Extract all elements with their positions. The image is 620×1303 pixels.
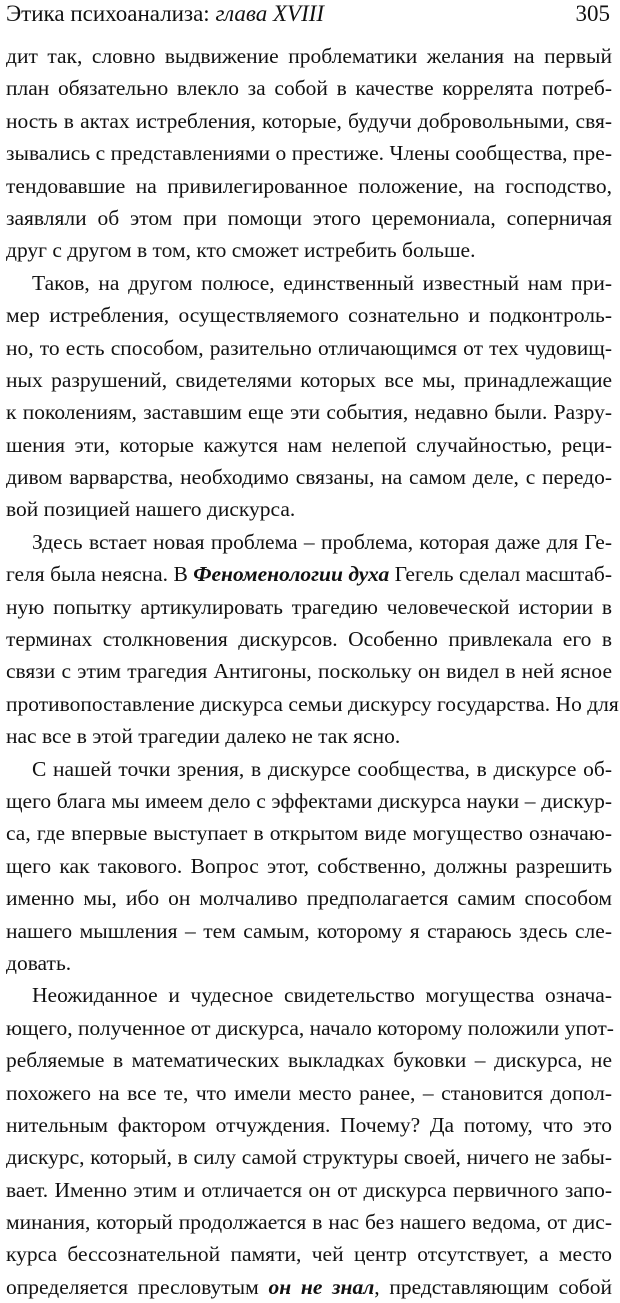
- text-line: вает. Именно этим и отличается он от дискурса первичного запо-: [6, 1177, 612, 1202]
- text-line: мер истребления, осуществляемого сознательно и подконтроль-: [6, 303, 612, 328]
- paragraph: [6, 267, 612, 526]
- text-line: дит так, словно выдвижение проблематики желания на первый: [6, 44, 612, 68]
- text-line: Здесь встает новая проблема – проблема, которая даже для Ге-: [32, 529, 612, 554]
- text-line: дискурс, который, в силу самой структуры своей, ничего не забы-: [6, 1145, 612, 1170]
- text-line: тендовавшие на привилегированное положение, на господство,: [6, 173, 612, 198]
- text-line: нашего мышления – тем самым, которому я стараюсь здесь сле-: [6, 918, 612, 943]
- text-line: план обязательно влекло за собой в качестве коррелята потреб-: [6, 76, 612, 101]
- text-line: курса бессознательной памяти, чей центр отсутствует, а место: [6, 1242, 612, 1267]
- text-line: минания, который продолжается в нас без нашего ведома, от дис-: [6, 1210, 612, 1235]
- body-text: [6, 40, 619, 1303]
- text-line: связи с этим трагедия Антигоны, поскольку он видел в ней ясное: [6, 659, 612, 684]
- text-line: геля была неясна. В Феноменологии духа Гегель сделал масштаб-: [6, 562, 613, 587]
- text-line: вой позицией нашего дискурса.: [6, 497, 296, 522]
- text-line: дивом варварства, необходимо связаны, на самом деле, с передо-: [6, 465, 612, 490]
- text-line: ность в актах истребления, которые, будучи добровольными, свя-: [6, 108, 612, 133]
- text-line: шения эти, которые кажутся нам нелепой случайностью, реци-: [6, 432, 612, 457]
- text-line: к поколениям, заставшим еще эти события, недавно были. Разру-: [6, 400, 612, 425]
- italic-title: Феноменологии духа: [193, 562, 390, 587]
- text-line: са, где впервые выступает в открытом виде могущество означаю-: [6, 821, 612, 846]
- text-line: друг с другом в том, кто сможет истребить больше.: [6, 238, 476, 263]
- text-line: именно мы, ибо он молчаливо предполагается самим способом: [6, 886, 612, 911]
- text-line: щего блага мы имеем дело с эффектами дискурса науки – дискур-: [6, 788, 612, 813]
- text-line: Таков, на другом полюсе, единственный известный нам при-: [32, 270, 612, 295]
- text-line: противопоставление дискурса семьи дискурсу государства. Но для: [6, 691, 619, 716]
- text-line: нительным фактором отчуждения. Почему? Да потому, что это: [6, 1112, 612, 1137]
- text-line: ных разрушений, свидетелями которых все мы, принадлежащие: [6, 367, 612, 392]
- text-line: нас все в этой трагедии далеко не так ясно.: [6, 724, 401, 749]
- paragraph: [6, 40, 612, 267]
- text-line: определяется пресловутым он не знал, представляющим собой: [6, 1274, 612, 1299]
- text-line: ющего, полученное от дискурса, начало которому положили упот-: [6, 1015, 614, 1040]
- text-line: зывались с представлениями о престиже. Члены сообщества, пре-: [6, 141, 612, 166]
- text-line: Неожиданное и чудесное свидетельство могущества означа-: [32, 983, 612, 1008]
- text-line: терминах столкновения дискурсов. Особенно привлекала его в: [6, 627, 612, 652]
- running-head-title: Этика психоанализа: глава XVIII: [6, 1, 325, 26]
- paragraph: [6, 753, 612, 980]
- text-line: заявляли об этом при помощи этого церемониала, соперничая: [6, 205, 612, 230]
- text-line: но, то есть способом, разительно отличающимся от тех чудовищ-: [6, 335, 612, 360]
- running-head: [6, 0, 610, 28]
- text-line: ную попытку артикулировать трагедию человеческой истории в: [6, 594, 612, 619]
- italic-title: он не знал: [268, 1274, 375, 1299]
- text-line: ребляемые в математических выкладках буковки – дискурса, не: [6, 1048, 612, 1073]
- paragraph: [6, 526, 619, 753]
- page-number: 305: [575, 1, 610, 26]
- paragraph: [6, 979, 612, 1303]
- text-line: С нашей точки зрения, в дискурсе сообщества, в дискурсе об-: [32, 756, 612, 781]
- text-line: щего как такового. Вопрос этот, собственно, должны разрешить: [6, 853, 612, 878]
- text-line: похожего на все те, что имели место ранее, – становится допол-: [6, 1080, 612, 1105]
- text-line: довать.: [6, 950, 72, 975]
